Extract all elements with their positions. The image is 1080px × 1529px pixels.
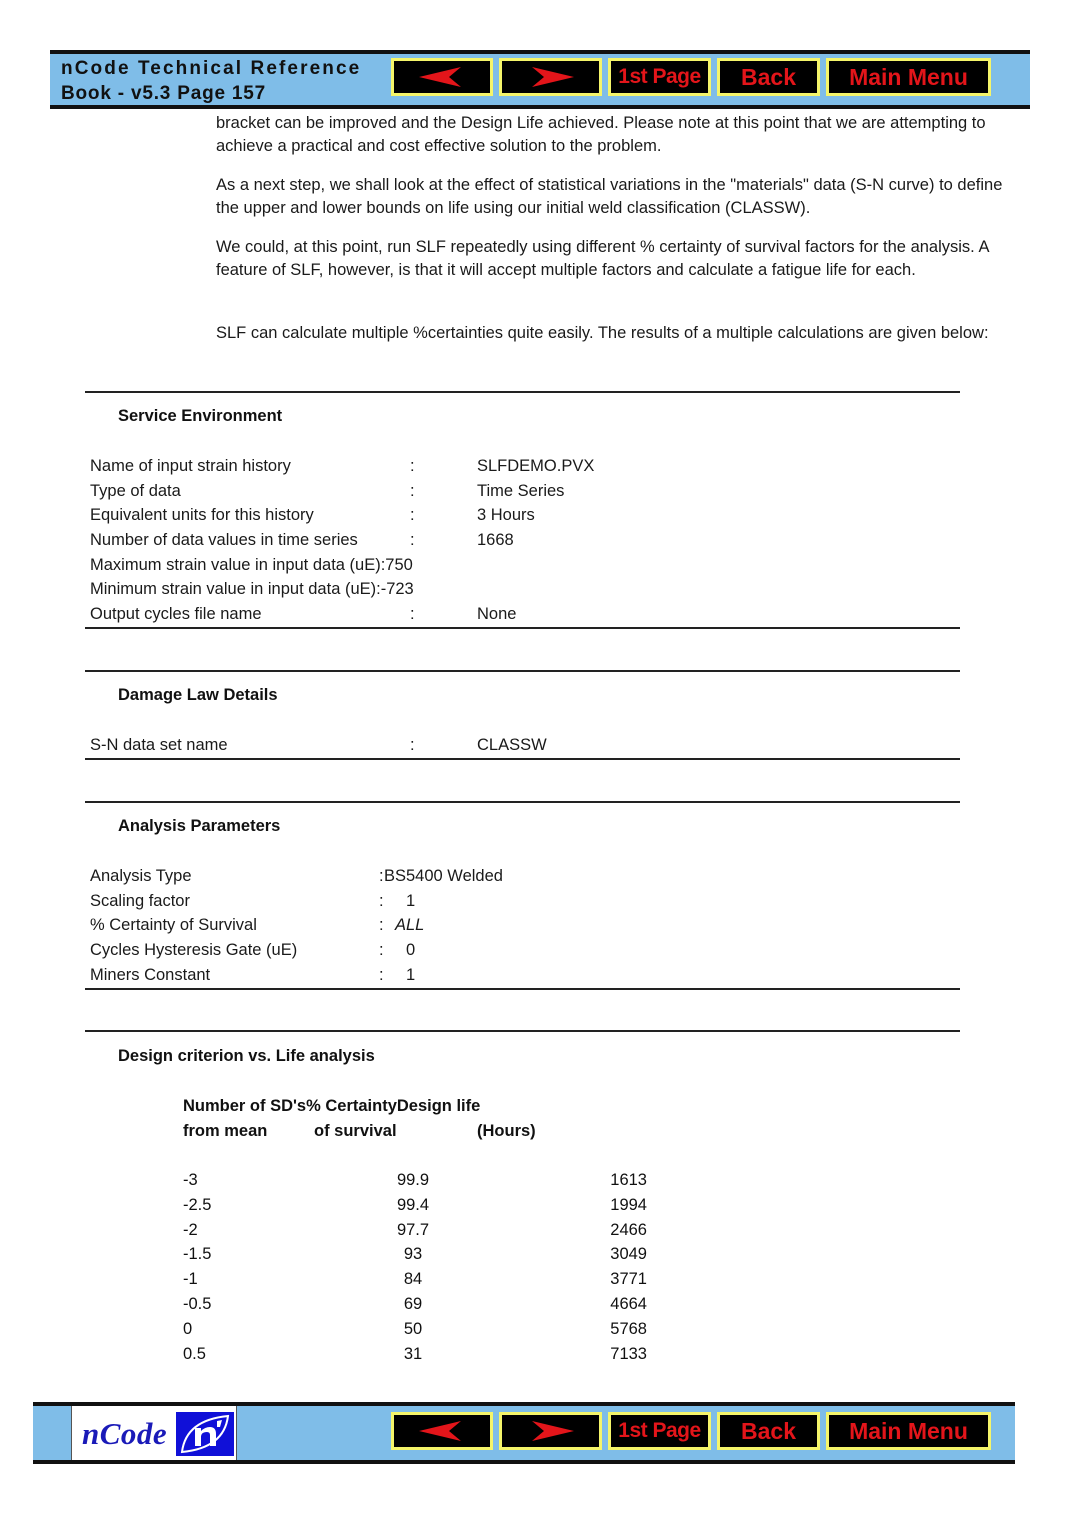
document-title-line2: Book - v5.3 Page 157 <box>61 83 267 104</box>
kv-key: Scaling factor <box>90 891 190 910</box>
kv-key: Equivalent units for this history <box>90 506 314 525</box>
table-row <box>183 1292 663 1317</box>
column-header-certainty: of survival <box>314 1122 397 1140</box>
kv-row <box>90 602 690 627</box>
logo-wordmark: nCode <box>82 1416 168 1451</box>
table-row <box>183 1342 663 1367</box>
kv-row <box>90 913 690 938</box>
table-row <box>183 1317 663 1342</box>
section-divider <box>85 670 960 672</box>
kv-separator: : <box>379 916 384 935</box>
previous-page-button[interactable] <box>391 58 493 96</box>
cell-sd: 0 <box>183 1319 193 1338</box>
next-page-button[interactable] <box>499 58 602 96</box>
cell-sd: -1 <box>183 1270 198 1289</box>
kv-row <box>90 889 690 914</box>
next-page-button[interactable] <box>499 1412 602 1450</box>
table-row <box>183 1193 663 1218</box>
cell-sd: -2.5 <box>183 1195 212 1214</box>
kv-separator: : <box>410 506 415 525</box>
left-arrow-icon <box>417 66 467 88</box>
kv-value: ALL <box>395 916 425 935</box>
section-divider <box>85 391 960 393</box>
kv-separator: : <box>379 867 384 885</box>
ncode-logo-mark-icon <box>176 1412 234 1456</box>
design-life-table <box>183 1168 663 1366</box>
table-header-line1: Number of SD's% CertaintyDesign life <box>183 1097 481 1115</box>
kv-value: Time Series <box>477 481 565 500</box>
analysis-parameters-list <box>90 864 690 987</box>
kv-value: 1 <box>406 891 416 910</box>
kv-key: S-N data set name <box>90 736 228 754</box>
footer-bar <box>33 1402 1015 1464</box>
section-divider <box>85 1030 960 1032</box>
kv-key: Miners Constant <box>90 965 211 984</box>
kv-key: Name of input strain history <box>90 457 291 475</box>
cell-certainty: 99.9 <box>396 1171 430 1189</box>
header-bar <box>50 50 1030 110</box>
kv-key: % Certainty of Survival <box>90 916 257 935</box>
cell-life: 1613 <box>610 1171 647 1189</box>
kv-key: Number of data values in time series <box>90 531 358 550</box>
ncode-logo <box>71 1406 237 1460</box>
main-menu-button[interactable]: Main Menu <box>826 1412 991 1450</box>
section-title-design-criterion: Design criterion vs. Life analysis <box>118 1047 375 1065</box>
kv-key: Maximum strain value in input data (uE):750 <box>90 555 413 574</box>
section-title-service-environment: Service Environment <box>118 407 283 425</box>
kv-value: BS5400 Welded <box>384 867 503 885</box>
cell-certainty: 93 <box>403 1245 423 1264</box>
document-title <box>61 56 361 106</box>
kv-separator: : <box>410 531 415 550</box>
intro-paragraph: bracket can be improved and the Design Life achieved. Please note at this point that we are attempting to achieve a practical and cost effective solution to the problem. <box>216 114 986 155</box>
kv-separator: : <box>410 736 415 754</box>
previous-page-button[interactable] <box>391 1412 493 1450</box>
section-divider <box>85 801 960 803</box>
kv-separator: : <box>379 941 384 960</box>
kv-value: 1668 <box>477 531 514 550</box>
section-divider <box>85 758 960 760</box>
kv-separator: : <box>410 457 415 475</box>
kv-key: Analysis Type <box>90 867 192 885</box>
footer-bottom-rule <box>33 1460 1015 1464</box>
cell-certainty: 50 <box>403 1319 423 1338</box>
kv-row <box>90 963 690 988</box>
kv-separator: : <box>410 481 415 500</box>
kv-row <box>90 454 690 479</box>
right-arrow-icon <box>526 1420 576 1442</box>
cell-sd: 0.5 <box>183 1344 206 1363</box>
kv-value: 3 Hours <box>477 506 535 525</box>
table-row <box>183 1168 663 1193</box>
kv-row <box>90 864 690 889</box>
kv-value: None <box>477 605 517 624</box>
kv-row <box>90 479 690 504</box>
document-title-line1: nCode Technical Reference <box>61 58 362 79</box>
cell-life: 5768 <box>610 1319 647 1338</box>
kv-key: Type of data <box>90 481 181 500</box>
cell-certainty: 97.7 <box>396 1220 430 1239</box>
kv-value: 1 <box>406 965 416 984</box>
right-arrow-icon <box>526 66 576 88</box>
kv-separator: : <box>379 891 384 910</box>
cell-certainty: 84 <box>403 1270 423 1289</box>
column-header-sd: from mean <box>183 1122 268 1140</box>
intro-paragraph: We could, at this point, run SLF repeatedly using different % certainty of survival factors for the analysis. A feature of SLF, however, is that it will accept multiple factors and calculate a fatigue life for each. <box>216 238 989 279</box>
back-button[interactable]: Back <box>717 58 820 96</box>
kv-value: 0 <box>406 941 416 960</box>
section-divider <box>85 988 960 990</box>
cell-sd: -2 <box>183 1220 198 1239</box>
kv-key: Minimum strain value in input data (uE):-723 <box>90 580 414 599</box>
section-title-analysis-parameters: Analysis Parameters <box>118 817 281 835</box>
kv-value: CLASSW <box>477 736 547 754</box>
cell-life: 1994 <box>610 1195 647 1214</box>
first-page-button[interactable]: 1st Page <box>608 58 711 96</box>
kv-row <box>90 733 690 758</box>
kv-row <box>90 553 690 578</box>
cell-sd: -0.5 <box>183 1294 212 1313</box>
kv-row <box>90 577 690 602</box>
column-header-life: (Hours) <box>477 1122 536 1140</box>
cell-life: 2466 <box>610 1220 647 1239</box>
cell-sd: -3 <box>183 1171 198 1189</box>
table-row <box>183 1267 663 1292</box>
first-page-button[interactable]: 1st Page <box>608 1412 711 1450</box>
cell-sd: -1.5 <box>183 1245 212 1264</box>
left-arrow-icon <box>417 1420 467 1442</box>
section-title-damage-law: Damage Law Details <box>118 686 278 704</box>
table-row <box>183 1218 663 1243</box>
kv-row <box>90 503 690 528</box>
service-environment-list <box>90 454 690 627</box>
cell-life: 3049 <box>610 1245 647 1264</box>
table-row <box>183 1242 663 1267</box>
cell-certainty: 99.4 <box>396 1195 430 1214</box>
section-divider <box>85 627 960 629</box>
kv-row <box>90 528 690 553</box>
cell-life: 4664 <box>610 1294 647 1313</box>
main-menu-button[interactable]: Main Menu <box>826 58 991 96</box>
kv-key: Output cycles file name <box>90 605 262 624</box>
cell-life: 3771 <box>610 1270 647 1289</box>
damage-law-list <box>90 733 690 758</box>
kv-row <box>90 938 690 963</box>
kv-key: Cycles Hysteresis Gate (uE) <box>90 941 298 960</box>
intro-paragraph: SLF can calculate multiple %certainties quite easily. The results of a multiple calculations are given below: <box>216 324 989 342</box>
cell-certainty: 69 <box>403 1294 423 1313</box>
cell-certainty: 31 <box>403 1344 423 1363</box>
back-button[interactable]: Back <box>717 1412 820 1450</box>
kv-separator: : <box>379 965 384 984</box>
kv-value: SLFDEMO.PVX <box>477 457 595 475</box>
kv-separator: : <box>410 605 415 624</box>
cell-life: 7133 <box>610 1344 647 1363</box>
intro-paragraph: As a next step, we shall look at the effect of statistical variations in the "materials" data (S-N curve) to define the upper and lower bounds on life using our initial weld classification (CLASSW). <box>216 176 1003 217</box>
